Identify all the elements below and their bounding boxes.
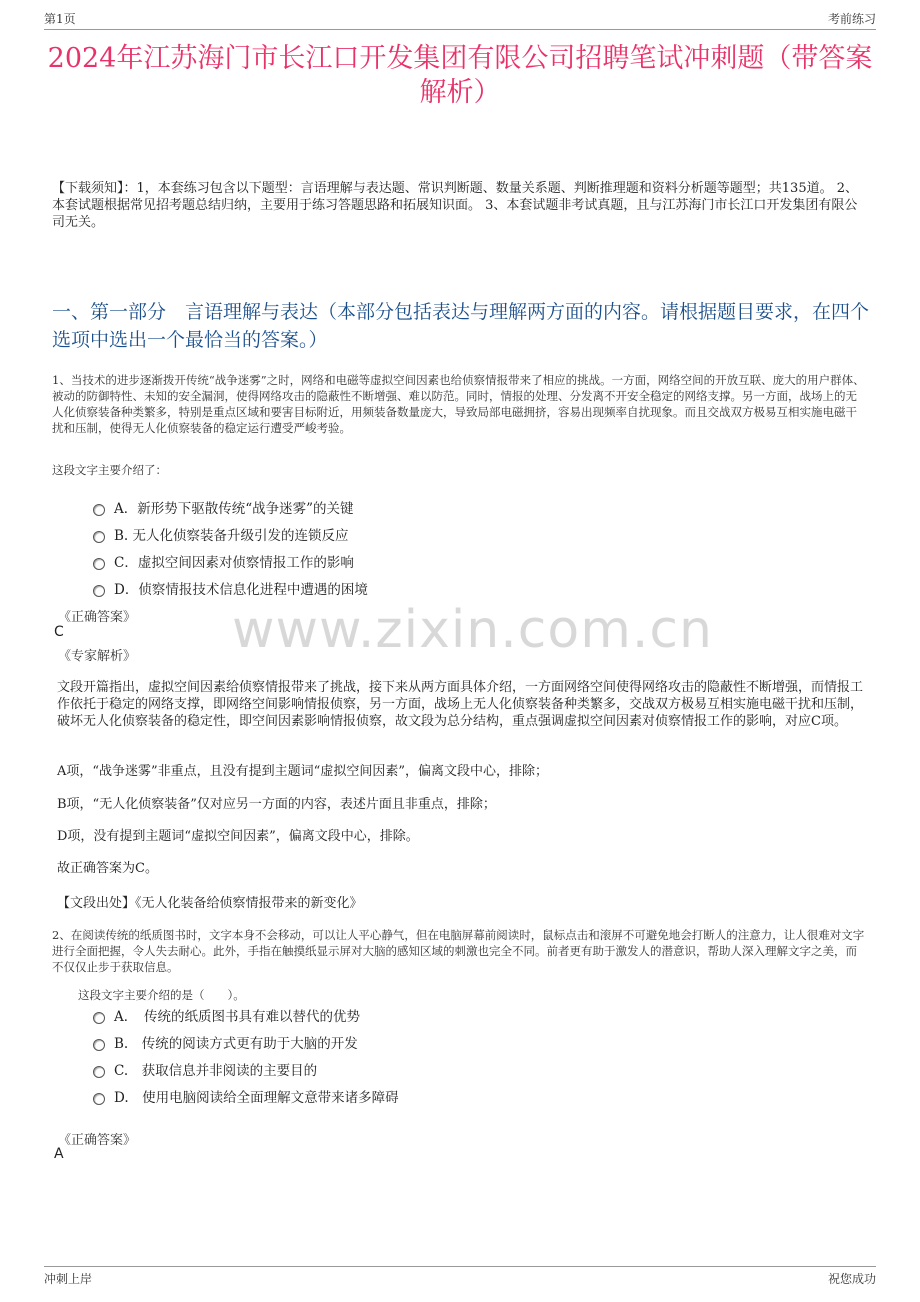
analysis-paragraph: A项，“战争迷雾”非重点，且没有提到主题词“虚拟空间因素”，偏离文段中心，排除； bbox=[57, 764, 548, 779]
source-citation: 【文段出处】《无人化装备给侦察情报带来的新变化》 bbox=[57, 896, 363, 911]
analysis-paragraph: 文段开篇指出，虚拟空间因素给侦察情报带来了挑战，接下来从两方面具体介绍，一方面网络空间使得网络攻击的隐蔽性不断增强，而情报工作依托于稳定的网络支撑，即网络空间影响情报侦察，另一方面，战场上无人化侦察装备种类繁多，交战双方极易互相实施电磁干扰和压制，破坏无人化侦察装备的稳定性，即空间因素影响情报侦察，故文段为总分结构，重点强调虚拟空间因素对侦察情报工作的影响，对应C项。 bbox=[57, 680, 864, 729]
option-d[interactable]: D．侦察情报技术信息化进程中遭遇的困境 bbox=[93, 574, 368, 601]
answer-value: C bbox=[54, 624, 64, 640]
option-a[interactable]: A． 传统的纸质图书具有难以替代的优势 bbox=[93, 1001, 399, 1028]
analysis-paragraph: D项，没有提到主题词“虚拟空间因素”，偏离文段中心，排除。 bbox=[57, 829, 419, 844]
option-b[interactable]: B. 传统的阅读方式更有助于大脑的开发 bbox=[93, 1028, 399, 1055]
radio-icon[interactable] bbox=[93, 1093, 105, 1105]
answer-value: A bbox=[54, 1146, 64, 1162]
radio-icon[interactable] bbox=[93, 1039, 105, 1051]
section-heading: 一、第一部分 言语理解与表达（本部分包括表达与理解两方面的内容。请根据题目要求，在四个选项中选出一个最恰当的答案。） bbox=[52, 301, 870, 351]
question-1-text: 1、当技术的进步逐渐拨开传统“战争迷雾”之时，网络和电磁等虚拟空间因素也给侦察情报带来了相应的挑战。一方面，网络空间的开放互联、庞大的用户群体、被动的防御特性、未知的安全漏洞，使得网络攻击的隐蔽性不断增强、难以防范。同时，情报的处理、分发离不开安全稳定的网络支撑。另一方面，战场上的无人化侦察装备种类繁多，特别是重点区域和要害目标附近，用频装备数量庞大，导致局部电磁拥挤，容易出现频率自扰现象。而且交战双方极易互相实施电磁干扰和压制，使得无人化侦察装备的稳定运行遭受严峻考验。 bbox=[52, 373, 865, 435]
answer-label: 《正确答案》 bbox=[58, 1133, 137, 1148]
option-d[interactable]: D. 使用电脑阅读给全面理解文意带来诸多障碍 bbox=[93, 1082, 399, 1109]
radio-icon[interactable] bbox=[93, 558, 105, 570]
radio-icon[interactable] bbox=[93, 1066, 105, 1078]
radio-icon[interactable] bbox=[93, 585, 105, 597]
radio-icon[interactable] bbox=[93, 531, 105, 543]
header-tag: 考前练习 bbox=[827, 12, 876, 26]
footer-left: 冲刺上岸 bbox=[44, 1272, 93, 1286]
analysis-paragraph: B项，“无人化侦察装备”仅对应另一方面的内容，表述片面且非重点，排除； bbox=[57, 797, 496, 812]
footer-right: 祝您成功 bbox=[827, 1272, 876, 1286]
question-1-options bbox=[93, 493, 368, 601]
download-notice: 【下载须知】：1，本套练习包含以下题型：言语理解与表达题、常识判断题、数量关系题、判断推理题和资料分析题等题型；共135道。 2、本套试题根据常见招考题总结归纳，主要用于练习答题思路和拓展知识面。 3、本套试题非考试真题，且与江苏海门市长江口开发集团有限公司无关。 bbox=[52, 181, 858, 230]
answer-label: 《正确答案》 bbox=[58, 610, 137, 625]
question-1-prompt: 这段文字主要介绍了： bbox=[52, 463, 167, 477]
page-number: 第1页 bbox=[44, 12, 76, 26]
question-2-prompt: 这段文字主要介绍的是（ ）。 bbox=[78, 988, 245, 1002]
option-c[interactable]: C. 获取信息并非阅读的主要目的 bbox=[93, 1055, 399, 1082]
question-2-text: 2、在阅读传统的纸质图书时，文字本身不会移动，可以让人平心静气，但在电脑屏幕前阅读时，鼠标点击和滚屏不可避免地会打断人的注意力，让人很难对文字进行全面把握，令人失去耐心。此外，手指在触摸纸显示屏对大脑的感知区域的刺激也完全不同。前者更有助于激发人的潜意识，帮助人深入理解文字之美，而不仅仅止步于获取信息。 bbox=[52, 928, 865, 974]
option-b[interactable]: B. 无人化侦察装备升级引发的连锁反应 bbox=[93, 520, 368, 547]
option-a[interactable]: A．新形势下驱散传统“战争迷雾”的关键 bbox=[93, 493, 368, 520]
header-divider bbox=[44, 29, 876, 30]
footer-divider bbox=[44, 1266, 876, 1267]
watermark: www.zixin.com.cn bbox=[232, 600, 713, 660]
radio-icon[interactable] bbox=[93, 504, 105, 516]
question-2-options bbox=[93, 1001, 399, 1109]
analysis-paragraph: 故正确答案为C。 bbox=[57, 861, 158, 876]
option-c[interactable]: C．虚拟空间因素对侦察情报工作的影响 bbox=[93, 547, 368, 574]
radio-icon[interactable] bbox=[93, 1012, 105, 1024]
analysis-label: 《专家解析》 bbox=[58, 649, 137, 664]
document-title: 2024年江苏海门市长江口开发集团有限公司招聘笔试冲刺题（带答案解析） bbox=[47, 43, 873, 108]
